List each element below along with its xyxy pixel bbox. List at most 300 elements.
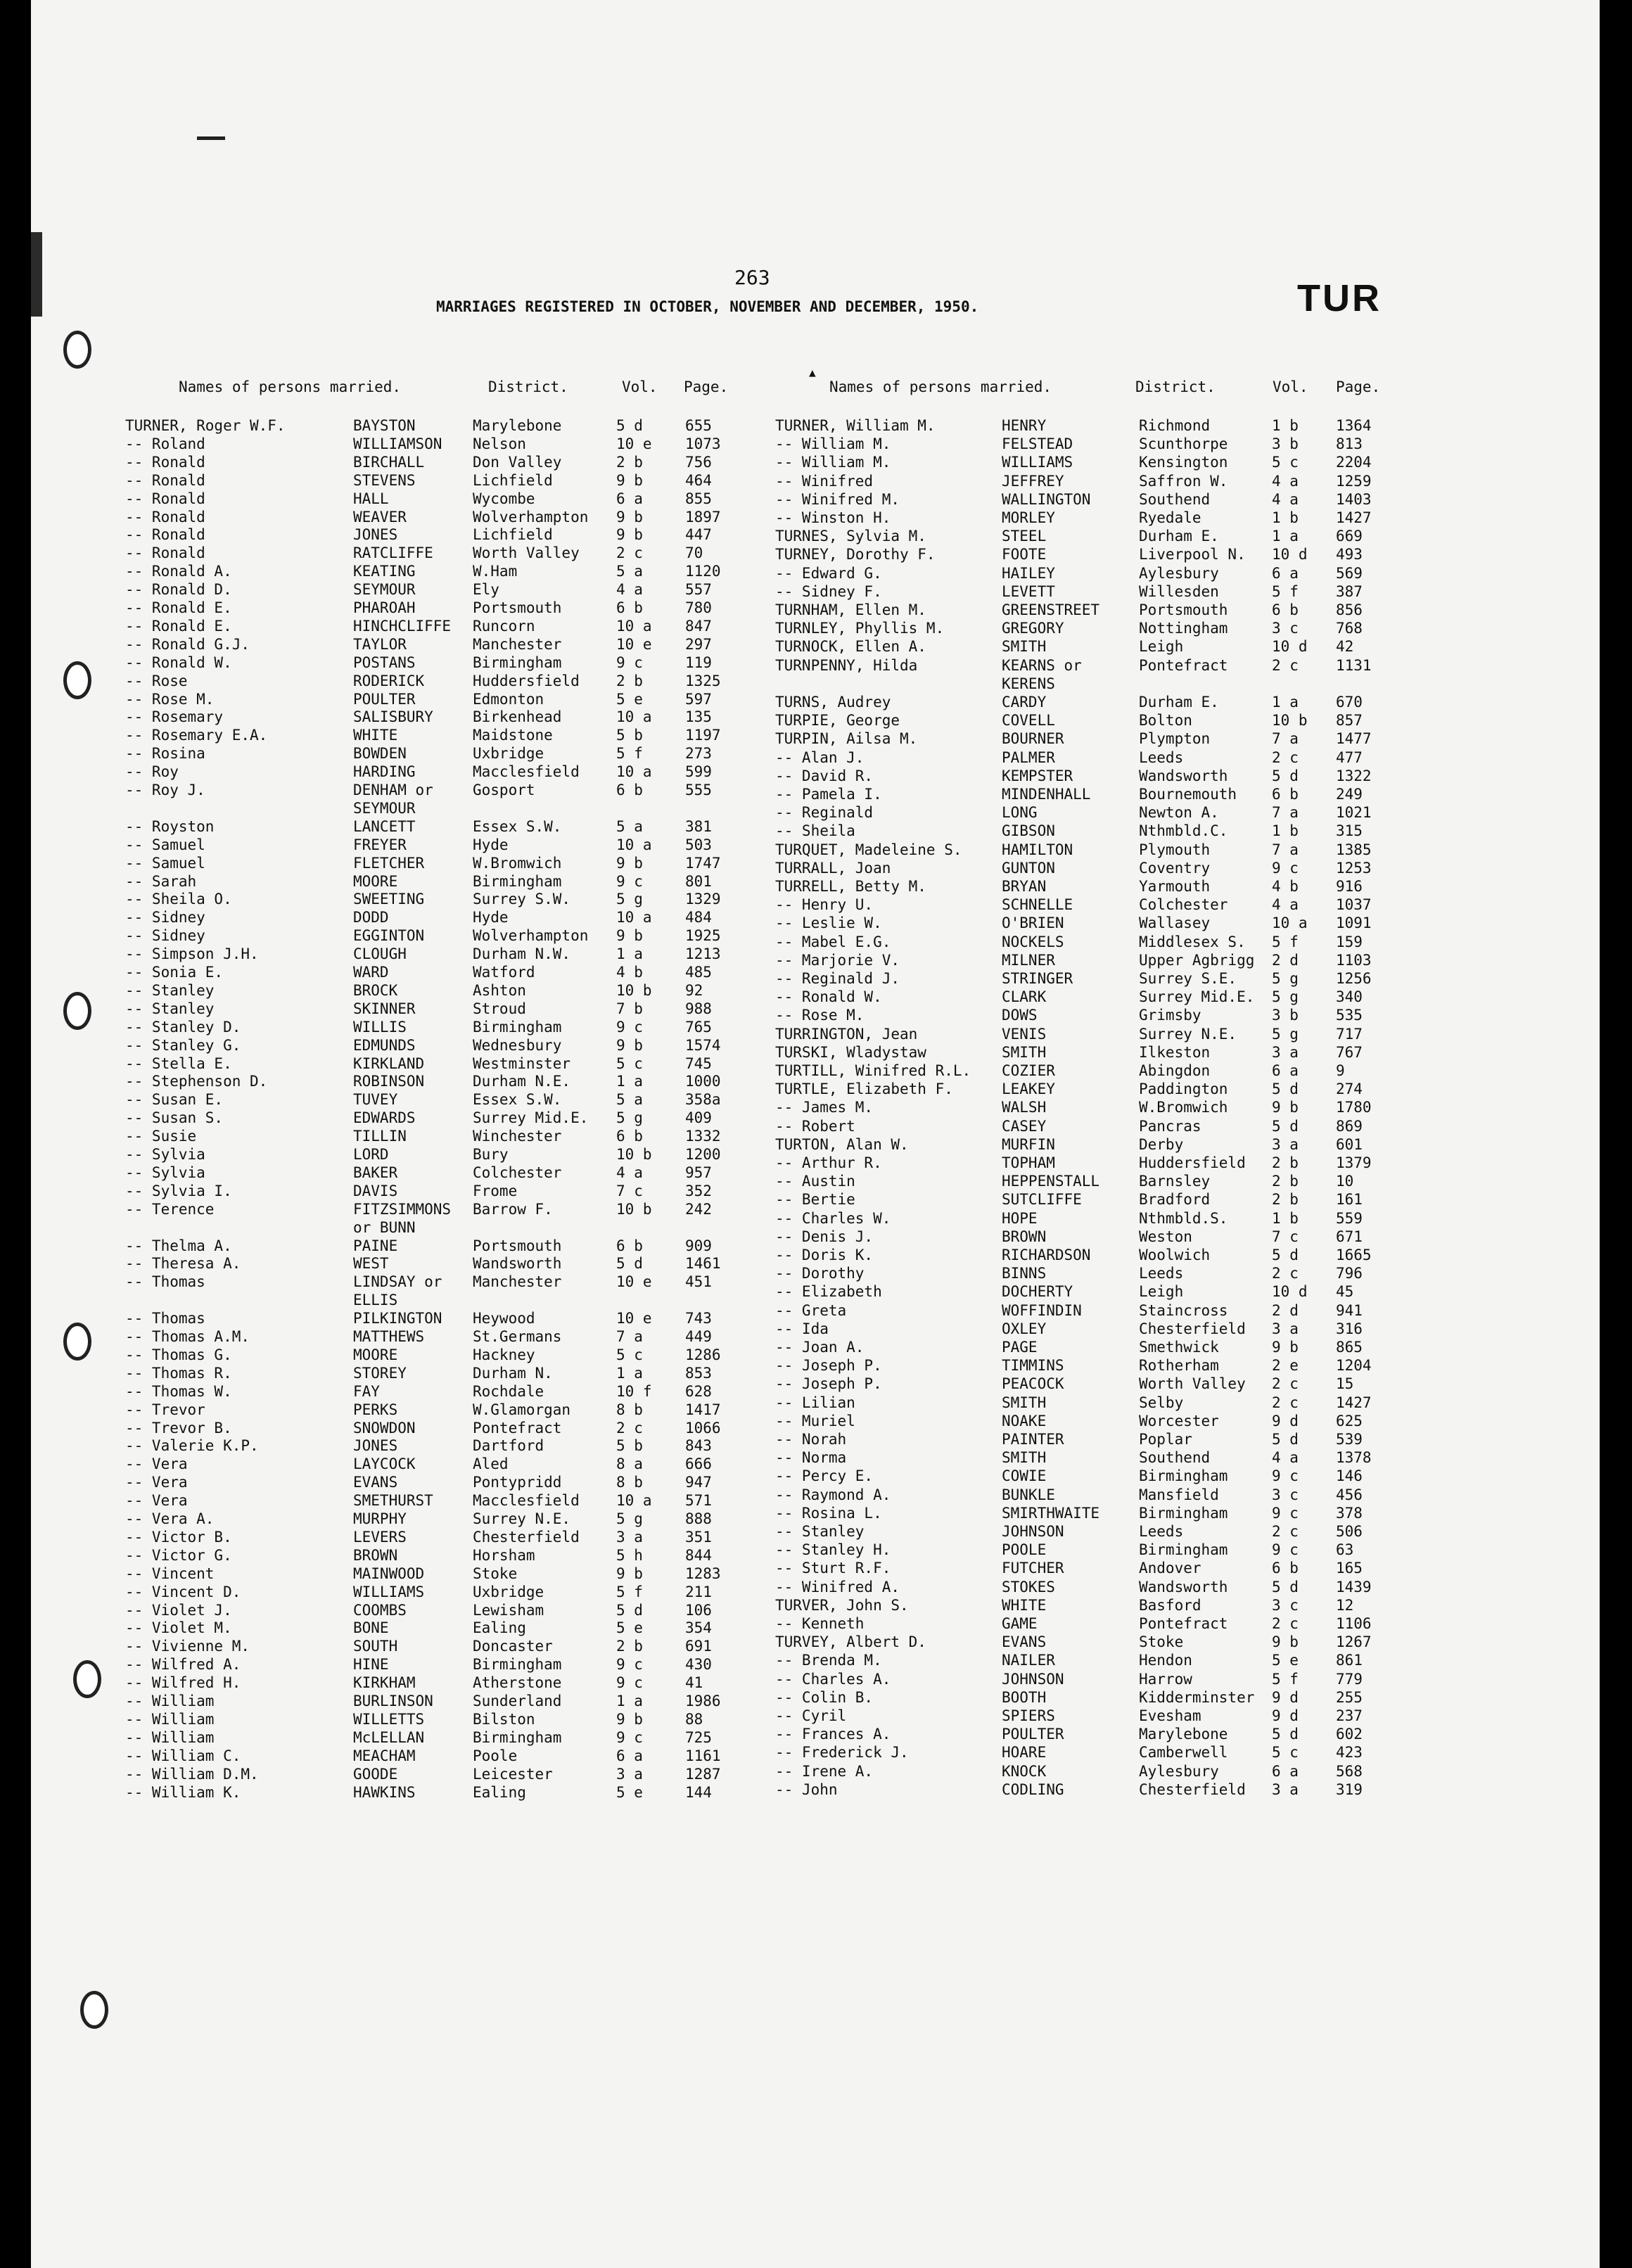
entry-name: TURPIE, George (775, 712, 900, 730)
entry-district: Pancras (1139, 1117, 1201, 1135)
entry-name: -- Rose M. (775, 1007, 865, 1024)
entry-vol: 9 b (616, 1710, 643, 1728)
entry-row (775, 877, 1438, 896)
entry-page: 485 (685, 964, 712, 981)
entry-vol: 4 a (616, 1164, 643, 1181)
entry-row (775, 1394, 1438, 1412)
entry-page: 1574 (685, 1036, 721, 1054)
entry-row (775, 564, 1438, 582)
entry-district: Huddersfield (473, 672, 580, 689)
entry-page: 725 (685, 1728, 712, 1746)
entry-district: Mansfield (1139, 1486, 1219, 1503)
entry-spouse: CLARK (1002, 988, 1047, 1006)
entry-district: Surrey N.E. (1139, 1025, 1237, 1043)
entry-district: Birmingham (1139, 1541, 1228, 1559)
entry-row (775, 785, 1438, 803)
entry-name: -- Victor G. (125, 1546, 232, 1564)
entry-name: -- William D.M. (125, 1765, 259, 1783)
entry-district: W.Bromwich (1139, 1099, 1228, 1116)
entry-spouse: FREYER (353, 836, 407, 853)
entry-vol: 6 b (1272, 601, 1299, 618)
entry-spouse: or BUNN (353, 1218, 416, 1236)
entry-page: 255 (1336, 1688, 1363, 1706)
entry-row (775, 1043, 1438, 1062)
entry-name: -- Vincent (125, 1565, 215, 1582)
entry-spouse: STEEL (1002, 528, 1047, 545)
entry-row (775, 1762, 1438, 1780)
entry-district: Durham E. (1139, 528, 1219, 545)
entry-district: Surrey S.W. (473, 891, 571, 908)
entry-page: 315 (1336, 822, 1363, 840)
entry-spouse: HALL (353, 490, 389, 507)
entry-vol: 9 c (616, 872, 643, 890)
entry-spouse: KNOCK (1002, 1762, 1047, 1780)
entry-page: 557 (685, 581, 712, 599)
entry-name: -- Bertie (775, 1191, 855, 1209)
entry-district: Durham E. (1139, 694, 1219, 711)
entry-vol: 6 a (616, 490, 643, 507)
entry-row (775, 637, 1438, 656)
entry-page: 1287 (685, 1765, 721, 1783)
entry-spouse: SMITH (1002, 1449, 1047, 1467)
entry-district: Colchester (473, 1164, 562, 1181)
index-code: TUR (1297, 277, 1382, 319)
entry-name: -- Doris K. (775, 1247, 874, 1263)
header-names: Names of persons married. (179, 378, 402, 395)
page-number: 263 (734, 266, 770, 289)
entry-page: 237 (1336, 1707, 1363, 1724)
entry-district: Colchester (1139, 896, 1228, 914)
entry-vol: 10 a (616, 836, 652, 853)
entry-row (775, 1633, 1438, 1651)
entry-page: 503 (685, 836, 712, 853)
entry-page: 1379 (1336, 1154, 1372, 1171)
entry-name: -- Sidney (125, 927, 205, 945)
entry-row (125, 836, 791, 854)
entry-district: Pontefract (1139, 1615, 1228, 1632)
entry-vol: 6 b (1272, 786, 1299, 803)
entry-spouse: LORD (353, 1146, 389, 1163)
entry-page: 9 (1336, 1062, 1345, 1079)
entry-page: 669 (1336, 528, 1363, 545)
entry-vol: 10 a (616, 708, 652, 726)
entry-vol: 1 a (1272, 694, 1299, 711)
entry-spouse: WALLINGTON (1002, 490, 1091, 508)
entry-row (125, 435, 791, 453)
entry-name: -- Simpson J.H. (125, 945, 259, 963)
entry-spouse: WILLIAMSON (353, 435, 442, 452)
entry-name: TURRELL, Betty M. (775, 878, 926, 895)
entry-district: Pontypridd (473, 1474, 562, 1491)
entry-spouse: MATTHEWS (353, 1328, 425, 1345)
entry-district: Abingdon (1139, 1062, 1211, 1079)
entry-spouse: TIMMINS (1002, 1357, 1064, 1375)
stray-mark: ▲ (809, 366, 816, 379)
entry-vol: 3 a (1272, 1043, 1299, 1061)
entry-vol: 7 a (616, 1328, 643, 1345)
entry-name: -- Ronald (125, 544, 205, 562)
entry-district: Nottingham (1139, 620, 1228, 637)
entry-district: Middlesex S. (1139, 933, 1246, 950)
entry-page: 1120 (685, 563, 721, 580)
entry-page: 159 (1336, 933, 1363, 950)
entry-page: 506 (1336, 1523, 1363, 1540)
entry-row (775, 1614, 1438, 1633)
entry-page: 1378 (1336, 1449, 1372, 1467)
entry-name: -- Violet J. (125, 1601, 232, 1619)
entry-spouse: LONG (1002, 804, 1038, 822)
entry-page: 319 (1336, 1780, 1363, 1798)
entry-vol: 5 g (1272, 988, 1299, 1006)
entry-district: Hackney (473, 1346, 535, 1363)
entry-name: -- Trevor B. (125, 1419, 232, 1436)
entry-spouse: ELLIS (353, 1292, 398, 1309)
entry-page: 297 (685, 635, 712, 653)
entry-name: -- Colin B. (775, 1688, 874, 1706)
entry-vol: 7 c (1272, 1228, 1299, 1245)
entry-name: -- Stella E. (125, 1055, 232, 1072)
entry-vol: 8 b (616, 1401, 643, 1418)
entry-page: 1066 (685, 1419, 721, 1436)
entry-vol: 5 d (616, 1601, 643, 1619)
entry-spouse: SKINNER (353, 1000, 416, 1017)
entry-row (125, 508, 791, 526)
entry-spouse: PAINTER (1002, 1431, 1064, 1448)
entry-vol: 9 b (616, 526, 643, 544)
entry-page: 888 (685, 1510, 712, 1527)
entry-row (775, 767, 1438, 785)
entry-spouse: HEPPENSTALL (1002, 1173, 1100, 1190)
entry-spouse: STOKES (1002, 1578, 1055, 1595)
entry-district: Wycombe (473, 490, 535, 507)
entry-spouse: SUTCLIFFE (1002, 1191, 1082, 1209)
entry-page: 843 (685, 1437, 712, 1455)
entry-page: 844 (685, 1546, 712, 1564)
entry-name: TURNS, Audrey (775, 694, 891, 711)
entry-spouse: COOMBS (353, 1601, 407, 1619)
entry-row (125, 1637, 791, 1655)
entry-district: Surrey N.E. (473, 1510, 571, 1527)
entry-spouse: STOREY (353, 1364, 407, 1382)
entry-district: Nthmbld.S. (1139, 1209, 1228, 1227)
entry-page: 423 (1336, 1744, 1363, 1761)
entry-district: Doncaster (473, 1638, 553, 1655)
entry-district: Grimsby (1139, 1007, 1201, 1024)
entry-name: -- Ronald (125, 471, 205, 489)
entry-row (125, 1491, 791, 1510)
entry-spouse: TAYLOR (353, 635, 407, 653)
entry-row (125, 926, 791, 945)
entry-page: 1103 (1336, 951, 1372, 969)
entry-name: -- Roy (125, 763, 179, 781)
entry-row (775, 675, 1438, 693)
entry-name: -- William M. (775, 454, 891, 471)
entry-row (125, 1528, 791, 1546)
entry-row (775, 527, 1438, 545)
entry-row (775, 1098, 1438, 1116)
entry-district: Surrey S.E. (1139, 970, 1237, 987)
entry-row (125, 416, 791, 435)
entry-vol: 9 c (616, 1018, 643, 1036)
entry-page: 765 (685, 1018, 712, 1036)
entry-page: 211 (685, 1583, 712, 1600)
entry-row (125, 672, 791, 690)
entry-vol: 9 b (616, 927, 643, 945)
entry-name: -- Stephenson D. (125, 1073, 268, 1090)
entry-name: -- Brenda M. (775, 1652, 882, 1669)
entry-district: Stoke (1139, 1633, 1184, 1651)
entry-spouse: PERKS (353, 1401, 398, 1418)
entry-name: -- Austin (775, 1173, 855, 1190)
entry-district: Horsham (473, 1546, 535, 1564)
entry-page: 135 (685, 708, 712, 726)
entry-name: -- Ronald (125, 490, 205, 507)
header-page: Page. (1336, 378, 1381, 395)
entry-spouse: FUTCHER (1002, 1560, 1064, 1577)
entry-name: TURTON, Alan W. (775, 1135, 909, 1153)
entry-spouse: MILNER (1002, 951, 1055, 969)
entry-vol: 9 b (616, 508, 643, 525)
header-vol: Vol. (622, 378, 658, 395)
header-district: District. (488, 378, 568, 395)
entry-row (775, 1172, 1438, 1190)
entry-vol: 7 a (1272, 730, 1299, 748)
entry-name: TURRINGTON, Jean (775, 1025, 918, 1043)
entry-vol: 2 e (1272, 1357, 1299, 1375)
entry-row (775, 582, 1438, 601)
entry-row (125, 599, 791, 617)
entry-vol: 1 a (616, 1693, 643, 1709)
entry-row (125, 453, 791, 471)
entry-page: 1439 (1336, 1578, 1372, 1595)
entry-name: -- Thomas G. (125, 1346, 232, 1363)
entry-spouse: EGGINTON (353, 927, 425, 945)
entry-spouse: BINNS (1002, 1265, 1047, 1282)
entry-vol: 9 c (1272, 1467, 1299, 1485)
entry-vol: 6 b (1272, 1560, 1299, 1577)
entry-page: 1253 (1336, 859, 1372, 877)
entry-vol: 8 a (616, 1455, 643, 1473)
entry-name: -- Mabel E.G. (775, 933, 891, 950)
entry-vol: 7 b (616, 1000, 643, 1017)
entry-name: -- Roland (125, 435, 205, 452)
entry-spouse: BOWDEN (353, 745, 407, 763)
entry-name: -- William K. (125, 1783, 241, 1801)
entry-vol: 1 b (1272, 1209, 1299, 1227)
entry-vol: 5 c (1272, 1744, 1299, 1761)
entry-spouse: JEFFREY (1002, 472, 1064, 490)
entry-district: Marylebone (1139, 1726, 1228, 1743)
entry-district: Birmingham (1139, 1504, 1228, 1522)
entry-row (125, 1783, 791, 1802)
entry-page: 1897 (685, 508, 721, 525)
entry-vol: 5 c (616, 1055, 643, 1072)
entry-row (775, 1338, 1438, 1356)
punch-hole (73, 1660, 101, 1698)
entry-district: Runcorn (473, 617, 535, 635)
entry-page: 430 (685, 1656, 712, 1674)
entry-row (775, 1448, 1438, 1467)
entry-page: 106 (685, 1601, 712, 1619)
entry-row (775, 1080, 1438, 1098)
entry-vol: 9 c (616, 1656, 643, 1674)
entry-name: -- Violet M. (125, 1619, 232, 1637)
entry-spouse: OXLEY (1002, 1320, 1047, 1337)
entry-page: 957 (685, 1164, 712, 1181)
entry-name: -- Percy E. (775, 1467, 874, 1485)
entry-vol: 4 a (1272, 1449, 1299, 1467)
entry-vol: 9 b (616, 1565, 643, 1582)
entry-spouse: JONES (353, 526, 398, 544)
entry-district: Coventry (1139, 859, 1211, 877)
entry-row (775, 1522, 1438, 1541)
entry-row (775, 1301, 1438, 1320)
entry-district: W.Glamorgan (473, 1401, 571, 1418)
entry-name: -- David R. (775, 767, 874, 784)
entry-vol: 1 a (616, 1364, 643, 1382)
entry-page: 249 (1336, 786, 1363, 803)
entry-page: 92 (685, 981, 703, 999)
entry-spouse: SMETHURST (353, 1492, 433, 1510)
entry-page: 671 (1336, 1228, 1363, 1245)
entry-name: -- Rosemary (125, 708, 224, 726)
entry-vol: 10 d (1272, 1283, 1308, 1301)
entry-vol: 1 b (1272, 509, 1299, 526)
entry-name: -- Ronald E. (125, 617, 232, 635)
entry-row (125, 781, 791, 799)
entry-district: Plymouth (1139, 841, 1211, 858)
entry-district: Leicester (473, 1765, 553, 1783)
entry-page: 597 (685, 690, 712, 708)
entry-spouse: PEACOCK (1002, 1375, 1064, 1393)
entry-name: TURNES, Sylvia M. (775, 528, 926, 545)
entry-row (125, 763, 791, 781)
entry-vol: 10 a (616, 909, 652, 926)
entry-spouse: O'BRIEN (1002, 915, 1064, 932)
entry-district: Camberwell (1139, 1744, 1228, 1761)
entry-row (775, 1375, 1438, 1393)
entry-district: Smethwick (1139, 1339, 1219, 1356)
entry-district: Wandsworth (1139, 767, 1228, 784)
entry-row (775, 1154, 1438, 1172)
entry-vol: 3 a (616, 1528, 643, 1546)
entry-name: -- Thelma A. (125, 1237, 232, 1254)
entry-name: -- Susie (125, 1128, 197, 1145)
entry-spouse: SCHNELLE (1002, 896, 1073, 914)
entry-district: Selby (1139, 1394, 1184, 1411)
entry-name: -- William (125, 1728, 215, 1746)
entry-vol: 5 e (616, 1619, 643, 1637)
entry-district: Leeds (1139, 1523, 1184, 1540)
entry-row (125, 1200, 791, 1218)
entry-vol: 3 c (1272, 620, 1299, 637)
entry-name: -- Edward G. (775, 564, 882, 582)
entry-spouse: MAINWOOD (353, 1565, 425, 1582)
entry-name: -- Joseph P. (775, 1375, 882, 1393)
entry-district: Weston (1139, 1228, 1192, 1245)
entry-name: TURNPENNY, Hilda (775, 656, 918, 674)
entry-district: Winchester (473, 1128, 562, 1145)
entry-name: -- Winifred (775, 472, 874, 490)
entry-vol: 5 d (1272, 1726, 1299, 1743)
entry-vol: 5 b (616, 1437, 643, 1455)
entry-district: Durham N.W. (473, 945, 571, 963)
entry-row (125, 1090, 791, 1109)
entry-name: TURNHAM, Ellen M. (775, 601, 926, 618)
entry-page: 745 (685, 1055, 712, 1072)
entry-page: 691 (685, 1638, 712, 1655)
entry-vol: 5 d (1272, 1247, 1299, 1263)
entry-vol: 2 c (1272, 1394, 1299, 1411)
entry-district: Rotherham (1139, 1357, 1219, 1375)
entry-spouse: EVANS (1002, 1633, 1047, 1651)
entry-page: 1325 (685, 672, 721, 689)
entry-name: -- Sylvia (125, 1146, 205, 1163)
entry-spouse: KEARNS or (1002, 656, 1082, 674)
entry-vol: 6 a (1272, 1062, 1299, 1079)
punch-hole (63, 992, 91, 1030)
punch-hole (63, 331, 91, 369)
scan-edge-mark (31, 232, 42, 317)
entry-vol: 9 c (616, 654, 643, 671)
entry-district: Marylebone (473, 417, 562, 434)
entry-spouse: WARD (353, 964, 389, 981)
header-names: Names of persons married. (829, 378, 1052, 395)
entry-name: -- Ida (775, 1320, 829, 1337)
punch-hole (63, 1323, 91, 1361)
entry-district: Watford (473, 964, 535, 981)
entry-page: 869 (1336, 1117, 1363, 1135)
entry-vol: 3 b (1272, 1007, 1299, 1024)
entry-vol: 5 g (616, 891, 643, 908)
entry-spouse: PAGE (1002, 1339, 1038, 1356)
entry-row (775, 490, 1438, 509)
entry-row (775, 619, 1438, 637)
entry-spouse: POULTER (1002, 1726, 1064, 1743)
entry-district: Birmingham (473, 654, 562, 671)
entry-page: 1283 (685, 1565, 721, 1582)
entry-district: Wolverhampton (473, 508, 589, 525)
entry-vol: 10 e (616, 435, 652, 452)
entry-district: Durham N.E. (473, 1073, 571, 1090)
entry-page: 599 (685, 763, 712, 781)
entry-name: -- Samuel (125, 854, 205, 872)
entry-row (125, 471, 791, 490)
entry-row (125, 1254, 791, 1273)
entry-page: 670 (1336, 694, 1363, 711)
entry-district: Macclesfield (473, 763, 580, 781)
entry-page: 947 (685, 1474, 712, 1491)
entry-page: 1131 (1336, 656, 1372, 674)
entry-page: 780 (685, 599, 712, 616)
entry-spouse: PHAROAH (353, 599, 416, 616)
entry-name: -- Frances A. (775, 1726, 891, 1743)
entry-page: 1925 (685, 927, 721, 945)
entry-page: 1106 (1336, 1615, 1372, 1632)
entry-spouse: POOLE (1002, 1541, 1047, 1559)
entry-spouse: JONES (353, 1437, 398, 1455)
entry-vol: 6 b (616, 782, 643, 798)
entry-row (125, 1747, 791, 1765)
entry-vol: 5 a (616, 817, 643, 835)
entry-name: TURTLE, Elizabeth F. (775, 1081, 953, 1098)
entry-district: Bury (473, 1146, 509, 1163)
entry-page: 1256 (1336, 970, 1372, 987)
entry-row (125, 1036, 791, 1055)
entry-name: -- Ronald D. (125, 581, 232, 599)
entry-spouse: VENIS (1002, 1025, 1047, 1043)
entry-row (125, 1510, 791, 1528)
